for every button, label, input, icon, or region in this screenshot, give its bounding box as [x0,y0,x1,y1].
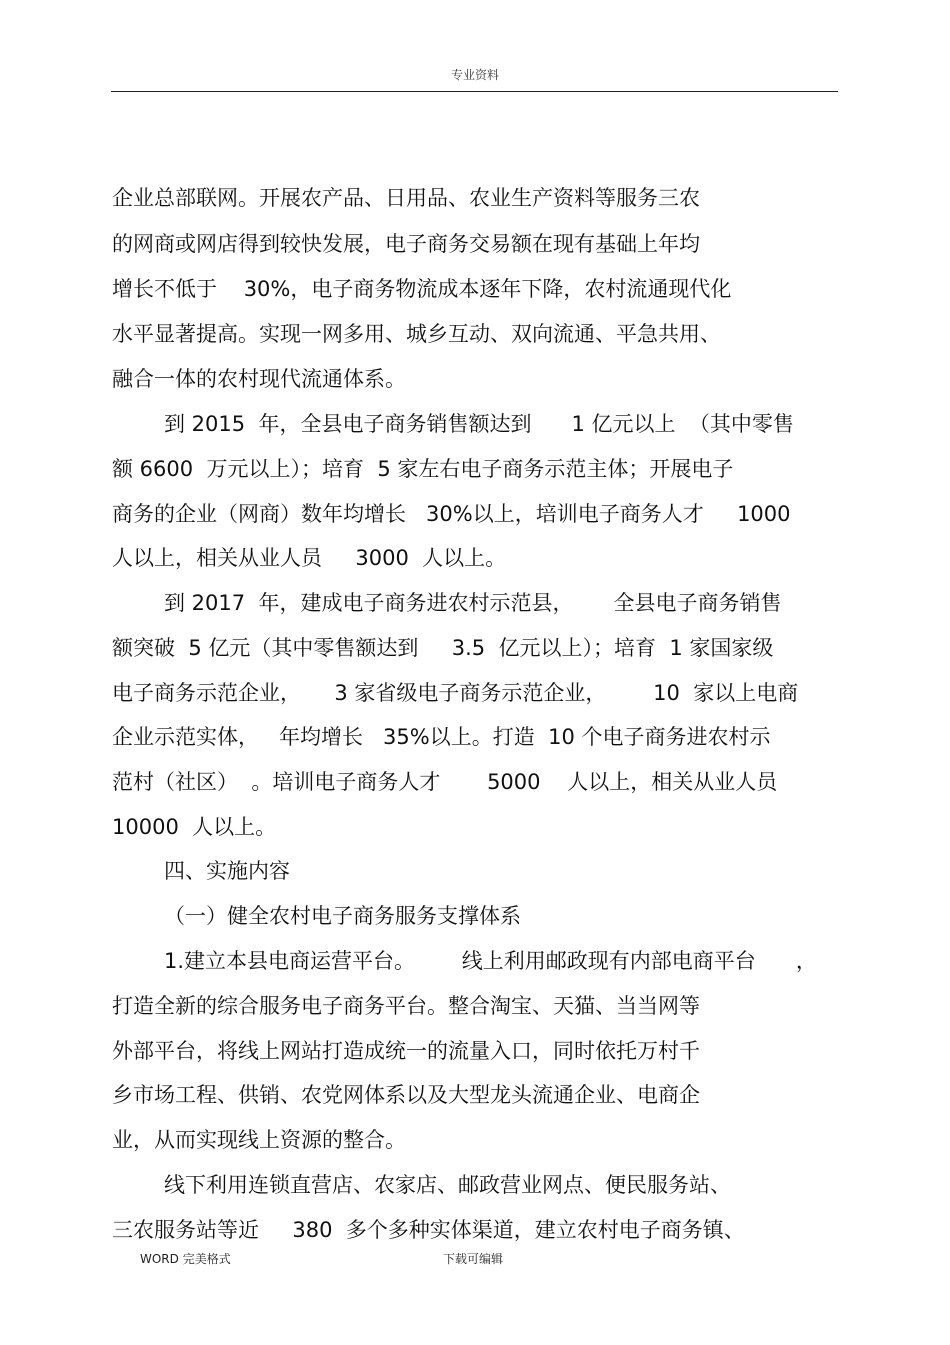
section-heading: 四、实施内容 [164,859,290,883]
footer-format-label: WORD 完美格式 [140,1252,231,1266]
subsection-heading: （一）健全农村电子商务服务支撑体系 [164,904,521,928]
body-line: 电子商务示范企业， 3 家省级电子商务示范企业， 10 家以上电商 [112,681,799,705]
body-line: 企业示范实体， 年均增长 35%以上。打造 10 个电子商务进农村示 [112,725,771,749]
body-line: 线下利用连锁直营店、农家店、邮政营业网点、便民服务站、 [164,1173,731,1197]
body-line: 乡市场工程、供销、农党网体系以及大型龙头流通企业、电商企 [112,1083,700,1107]
body-line: 融合一体的农村现代流通体系。 [112,367,406,391]
body-line: 商务的企业（网商）数年均增长 30%以上，培训电子商务人才 1000 [112,502,791,526]
body-line: 外部平台，将线上网站打造成统一的流量入口，同时依托万村千 [112,1039,700,1063]
body-line: 水平显著提高。实现一网多用、城乡互动、双向流通、平急共用、 [112,322,721,346]
body-line: 10000 人以上。 [112,815,277,839]
body-line: 额 6600 万元以上）；培育 5 家左右电子商务示范主体；开展电子 [112,457,734,481]
body-line: 的网商或网店得到较快发展，电子商务交易额在现有基础上年均 [112,232,700,256]
body-line: 企业总部联网。开展农产品、日用品、农业生产资料等服务三农 [112,186,700,210]
body-line: 增长不低于 30%，电子商务物流成本逐年下降，农村流通现代化 [112,277,732,301]
footer-editable-label: 下载可编辑 [443,1252,504,1266]
body-line: 人以上，相关从业人员 3000 人以上。 [112,546,507,570]
page-header-title: 专业资料 [450,68,499,82]
body-line: 范村（社区） 。培训电子商务人才 5000 人以上，相关从业人员 [112,770,778,794]
header-divider [111,91,838,92]
body-line: 1.建立本县电商运营平台。 线上利用邮政现有内部电商平台 ， [164,949,817,973]
body-line: 到 2015 年，全县电子商务销售额达到 1 亿元以上 （其中零售 [164,412,794,436]
body-line: 到 2017 年，建成电子商务进农村示范县， 全县电子商务销售 [164,591,782,615]
body-line: 业，从而实现线上资源的整合。 [112,1128,406,1152]
body-line: 打造全新的综合服务电子商务平台。整合淘宝、天猫、当当网等 [112,994,700,1018]
body-line: 三农服务站等近 380 多个多种实体渠道，建立农村电子商务镇、 [112,1218,745,1242]
body-line: 额突破 5 亿元（其中零售额达到 3.5 亿元以上）；培育 1 家国家级 [112,636,774,660]
